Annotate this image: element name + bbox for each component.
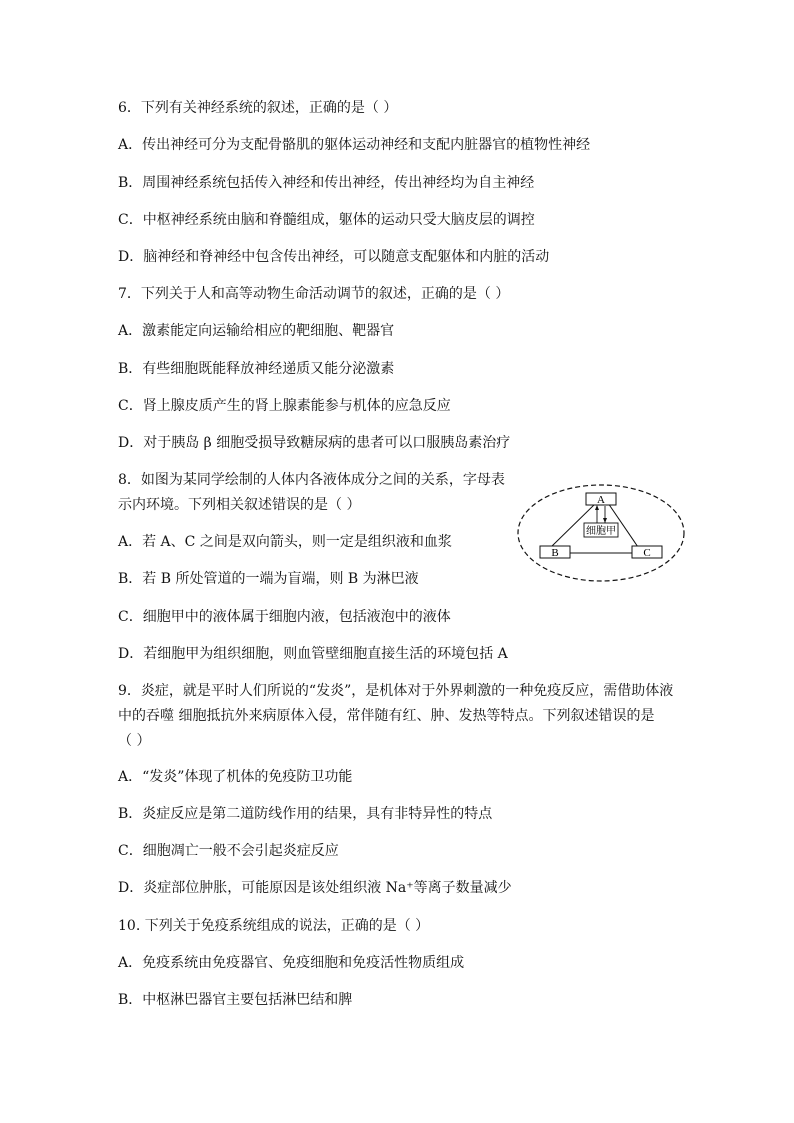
q6-option-c: C．中枢神经系统由脑和脊髓组成，躯体的运动只受大脑皮层的调控 bbox=[118, 212, 535, 228]
q8-option-d: D．若细胞甲为组织细胞，则血管壁细胞直接生活的环境包括 A bbox=[118, 646, 508, 662]
q10-option-a: A．免疫系统由免疫器官、免疫细胞和免疫活性物质组成 bbox=[118, 955, 465, 971]
q6-stem: 6．下列有关神经系统的叙述，正确的是（ ） bbox=[118, 100, 398, 116]
q8-stem-line2: 示内环境。下列相关叙述错误的是（ ） bbox=[118, 497, 361, 513]
q8-option-c: C．细胞甲中的液体属于细胞内液，包括液泡中的液体 bbox=[118, 609, 451, 625]
q7-option-b: B．有些细胞既能释放神经递质又能分泌激素 bbox=[118, 361, 395, 377]
diagram-label-a: A bbox=[597, 494, 605, 506]
q8-option-b: B．若 B 所处管道的一端为盲端，则 B 为淋巴液 bbox=[118, 571, 419, 587]
q9-option-a: A．“发炎”体现了机体的免疫防卫功能 bbox=[118, 769, 353, 785]
q9-stem-line3: （ ） bbox=[118, 733, 151, 749]
q7-option-d: D．对于胰岛 β 细胞受损导致糖尿病的患者可以口服胰岛素治疗 bbox=[118, 435, 511, 451]
q7-stem: 7．下列关于人和高等动物生命活动调节的叙述，正确的是（ ） bbox=[118, 286, 510, 302]
q7-option-c: C．肾上腺皮质产生的肾上腺素能参与机体的应急反应 bbox=[118, 398, 451, 414]
q9-option-d: D．炎症部位肿胀，可能原因是该处组织液 Na⁺等离子数量减少 bbox=[118, 880, 512, 896]
q9-stem-line2: 中的吞噬 细胞抵抗外来病原体入侵，常伴随有红、肿、发热等特点。下列叙述错误的是 bbox=[118, 708, 655, 724]
q8-option-a: A．若 A、C 之间是双向箭头，则一定是组织液和血浆 bbox=[118, 534, 452, 550]
diagram-label-cell: 细胞甲 bbox=[586, 526, 616, 537]
q6-option-a: A．传出神经可分为支配骨骼肌的躯体运动神经和支配内脏器官的植物性神经 bbox=[118, 137, 591, 153]
diagram-arrowhead-down bbox=[603, 518, 607, 523]
diagram-label-b: B bbox=[551, 547, 559, 559]
q8-stem-line1: 8．如图为某同学绘制的人体内各液体成分之间的关系，字母表 bbox=[118, 472, 505, 488]
q10-option-b: B．中枢淋巴器官主要包括淋巴结和脾 bbox=[118, 992, 353, 1008]
q6-option-d: D．脑神经和脊神经中包含传出神经，可以随意支配躯体和内脏的活动 bbox=[118, 249, 550, 265]
q9-option-b: B．炎症反应是第二道防线作用的结果，具有非特异性的特点 bbox=[118, 806, 493, 822]
body-fluid-diagram bbox=[516, 483, 686, 583]
q6-option-b: B．周围神经系统包括传入神经和传出神经，传出神经均为自主神经 bbox=[118, 175, 535, 191]
q10-stem: 10. 下列关于免疫系统组成的说法，正确的是（ ） bbox=[118, 918, 430, 934]
q7-option-a: A．激素能定向运输给相应的靶细胞、靶器官 bbox=[118, 323, 395, 339]
diagram-label-c: C bbox=[643, 547, 651, 559]
q9-option-c: C．细胞凋亡一般不会引起炎症反应 bbox=[118, 843, 339, 859]
q9-stem-line1: 9．炎症，就是平时人们所说的“发炎”，是机体对于外界刺激的一种免疫反应，需借助体液 bbox=[118, 683, 674, 699]
